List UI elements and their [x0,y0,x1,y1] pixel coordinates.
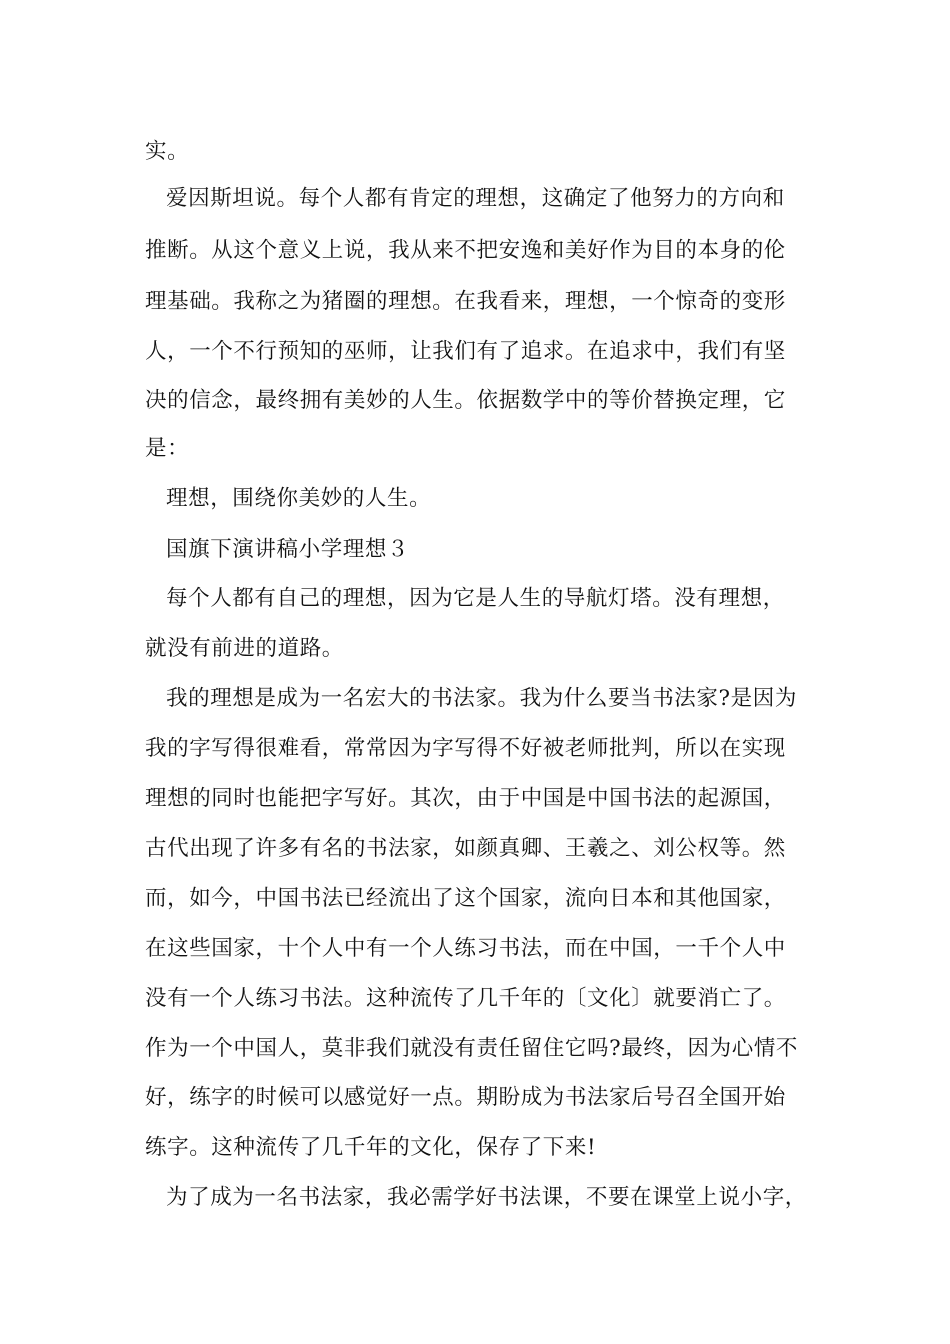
text-line: 我的字写得很难看，常常因为字写得不好被老师批判，所以在实现 [145,736,786,761]
text-line: 作为一个中国人，莫非我们就没有责任留住它吗?最终，因为心情不 [145,1036,799,1061]
paragraph-first-line: 理想，围绕你美妙的人生。 [166,486,432,511]
text-line: 就没有前进的道路。 [145,636,344,661]
text-line: 是： [145,436,190,461]
paragraph-first-line: 爱因斯坦说。每个人都有肯定的理想，这确定了他努力的方向和 [166,186,785,211]
text-line: 在这些国家，十个人中有一个人练习书法，而在中国，一千个人中 [145,936,786,961]
text-line: 理想的同时也能把字写好。其次，由于中国是中国书法的起源国， [145,786,786,811]
text-line: 没有一个人练习书法。这种流传了几千年的〔文化〕就要消亡了。 [145,986,786,1011]
text-line: 而，如今，中国书法已经流出了这个国家，流向日本和其他国家， [145,886,786,911]
text-line: 好，练字的时候可以感觉好一点。期盼成为书法家后号召全国开始 [145,1085,786,1110]
text-line: 推断。从这个意义上说，我从来不把安逸和美好作为目的本身的伦 [145,238,786,263]
text-line: 理基础。我称之为猪圈的理想。在我看来，理想，一个惊奇的变形 [145,289,786,314]
paragraph-first-line: 我的理想是成为一名宏大的书法家。我为什么要当书法家?是因为 [166,686,797,711]
text-line: 人，一个不行预知的巫师，让我们有了追求。在追求中，我们有坚 [145,339,786,364]
paragraph-first-line: 每个人都有自己的理想，因为它是人生的导航灯塔。没有理想， [166,586,785,611]
text-line: 练字。这种流传了几千年的文化，保存了下来! [145,1135,597,1160]
text-line: 决的信念，最终拥有美妙的人生。依据数学中的等价替换定理，它 [145,388,786,413]
section-heading: 国旗下演讲稿小学理想３ [166,537,410,562]
text-line: 实。 [145,139,190,164]
paragraph-first-line: 为了成为一名书法家，我必需学好书法课，不要在课堂上说小字， [166,1185,807,1210]
text-line: 古代出现了许多有名的书法家，如颜真卿、王羲之、刘公权等。然 [145,836,786,861]
